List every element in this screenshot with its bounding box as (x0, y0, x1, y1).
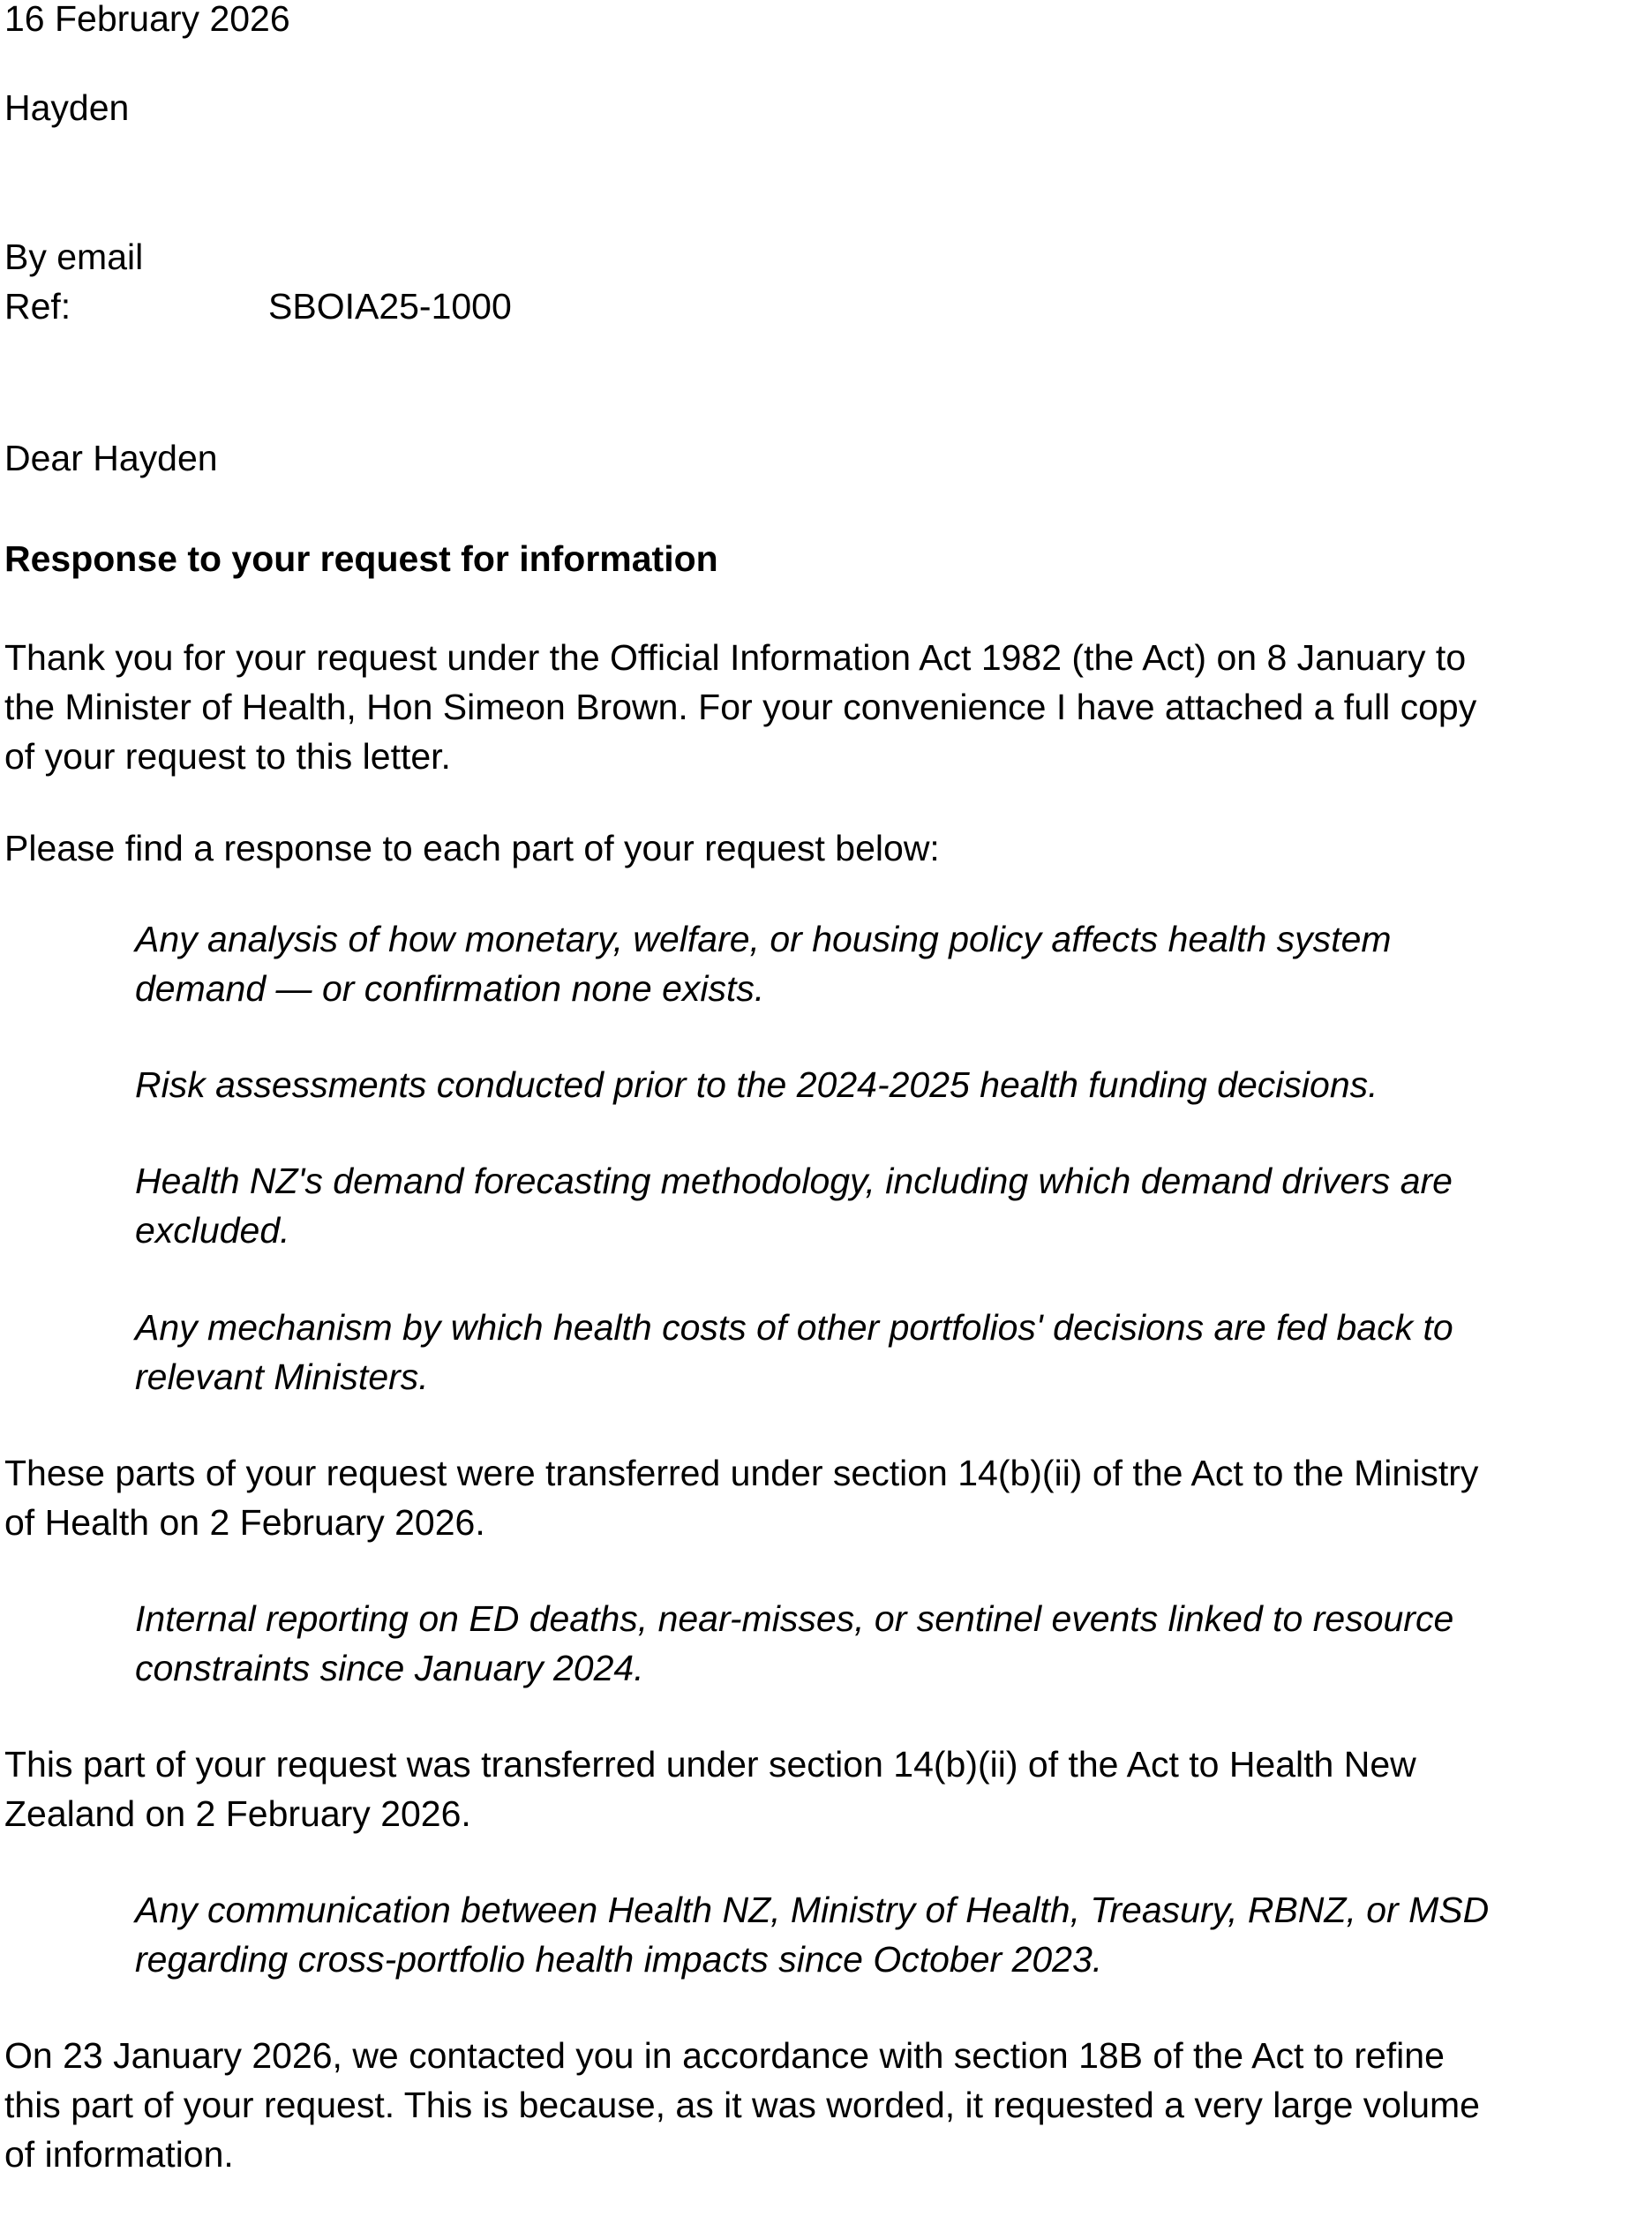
quote-line: constraints since January 2024. (135, 1648, 644, 1688)
transfer-paragraph-health-nz (4, 1740, 1648, 1838)
quote-line: Any mechanism by which health costs of other portfolios' decisions are fed back to (135, 1307, 1453, 1348)
request-quote-2 (4, 1060, 1648, 1109)
paragraph-line: the Minister of Health, Hon Simeon Brown. For your convenience I have attached a full copy (4, 687, 1477, 727)
quote-line: demand — or confirmation none exists. (135, 968, 765, 1009)
quote-line: Health NZ's demand forecasting methodology, including which demand drivers are (135, 1161, 1453, 1201)
request-quote-1 (4, 914, 1648, 1013)
quote-line: Internal reporting on ED deaths, near-misses, or sentinel events linked to resource (135, 1598, 1454, 1639)
paragraph-line: This part of your request was transferred under section 14(b)(ii) of the Act to Health New (4, 1744, 1416, 1785)
paragraph-line: These parts of your request were transferred under section 14(b)(ii) of the Act to the Ministry (4, 1453, 1479, 1493)
thanks-paragraph (4, 633, 1648, 781)
paragraph-line: of Health on 2 February 2026. (4, 1502, 485, 1543)
recipient-name: Hayden (4, 87, 130, 128)
request-quote-5 (4, 1594, 1648, 1693)
quote-line: Any communication between Health NZ, Ministry of Health, Treasury, RBNZ, or MSD (135, 1890, 1490, 1930)
transfer-paragraph-ministry (4, 1448, 1648, 1547)
paragraph-line: Thank you for your request under the Official Information Act 1982 (the Act) on 8 January to (4, 637, 1467, 678)
request-quote-3 (4, 1156, 1648, 1255)
letter-heading: Response to your request for information (4, 538, 718, 579)
salutation: Dear Hayden (4, 438, 218, 478)
reference-row (4, 282, 1648, 331)
quote-line: relevant Ministers. (135, 1357, 429, 1397)
response-intro: Please find a response to each part of your request below: (4, 828, 940, 868)
quote-line: regarding cross-portfolio health impacts since October 2023. (135, 1939, 1103, 1980)
request-quote-4 (4, 1303, 1648, 1402)
letter-body (4, 0, 1648, 2179)
reference-number: SBOIA25-1000 (268, 286, 512, 327)
reference-label: Ref: (4, 286, 71, 327)
paragraph-line: Zealand on 2 February 2026. (4, 1793, 471, 1834)
letter-date: 16 February 2026 (4, 0, 290, 39)
quote-line: excluded. (135, 1210, 290, 1251)
paragraph-line: of your request to this letter. (4, 736, 451, 777)
quote-line: Risk assessments conducted prior to the 2024-2025 health funding decisions. (135, 1064, 1378, 1105)
paragraph-line: On 23 January 2026, we contacted you in accordance with section 18B of the Act to refine (4, 2035, 1445, 2076)
refine-paragraph (4, 2031, 1648, 2179)
paragraph-line: of information. (4, 2134, 234, 2175)
request-quote-6 (4, 1885, 1648, 1984)
quote-line: Any analysis of how monetary, welfare, or housing policy affects health system (135, 919, 1392, 959)
paragraph-line: this part of your request. This is because, as it was worded, it requested a very large volume (4, 2085, 1480, 2125)
delivery-method: By email (4, 237, 144, 277)
